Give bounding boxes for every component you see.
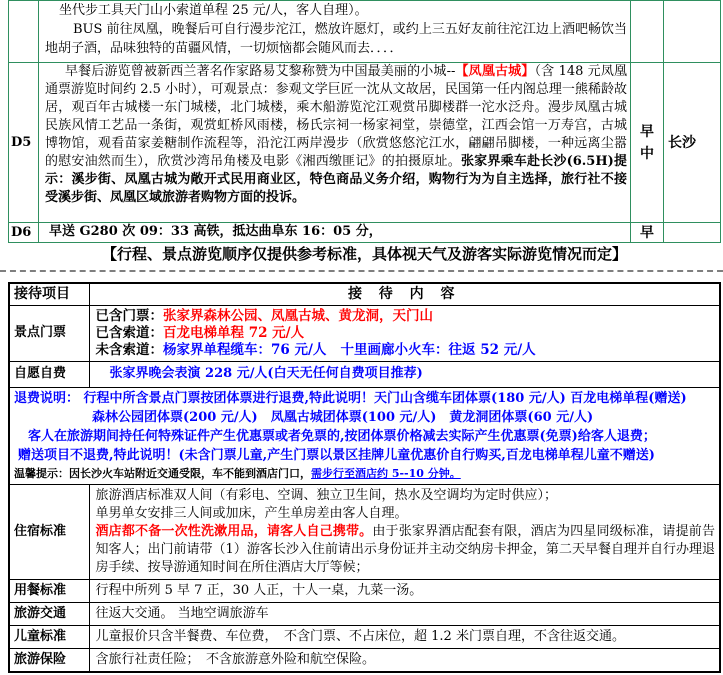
optional-value: 张家界晚会表演 228 元/人(白天无任何自费项目推荐) (89, 361, 720, 387)
d5-hotel: 长沙 (664, 63, 721, 223)
children-value: 儿童报价只含半餐费、车位费， 不含门票、不占床位，超 1.2 米门票自理，不含往返交通。 (89, 625, 720, 648)
tickets-cableway: 已含索道：百龙电梯单程 72 元/人 (95, 324, 305, 341)
d5-meal (631, 63, 664, 223)
d6-meal: 早 (631, 223, 664, 243)
children-label: 儿童标准 (9, 625, 89, 648)
day-label: D5 (9, 63, 39, 223)
lodging-line2: 单男单女安排三人间或加床，产生单房差由客人自理。 (95, 505, 408, 521)
tickets-content (89, 305, 720, 361)
refund-line4: 赠送项目不退费,特此说明！(未含门票儿童,产生门票以景区挂牌儿童优惠价自行购买,百龙电梯单程儿童不赠送) (18, 447, 655, 463)
d6-hotel (664, 223, 721, 243)
refund-line2: 森林公园团体票(200 元/人) 凤凰古城团体票(100 元/人) 黄龙洞团体票(60 元/人) (92, 409, 594, 425)
d5-highlight: 【凤凰古城】 (455, 64, 535, 79)
row-children (9, 625, 720, 648)
itinerary-table (8, 0, 721, 243)
itinerary-row-d4-tail (9, 1, 721, 63)
header-item: 接待项目 (9, 283, 89, 305)
meals-label: 用餐标准 (9, 579, 89, 602)
d4-meal (631, 1, 664, 63)
refund-line1: 退费说明： 行程中所含景点门票按团体票进行退费,特此说明！天门山含缆车团体票(180 元/人) 百龙电梯单程(赠送) (14, 390, 687, 406)
refund-tip: 温馨提示：因长沙火车站附近交通受限，车不能到酒店门口，需步行至酒店约 5--10 分钟。 (14, 466, 461, 480)
tickets-label: 景点门票 (9, 305, 89, 361)
lodging-line1: 旅游酒店标准双人间（有彩电、空调、独立卫生间，热水及空调均为定时供应）； (95, 487, 558, 503)
meals-value: 行程中所列 5 早 7 正，30 人正，十人一桌，九菜一汤。 (89, 579, 720, 602)
d4-hotel (664, 1, 721, 63)
refund-line3: 客人在旅游期间持任何特殊证件产生优惠票或者免票的,按团体票价格减去实际产生优惠票(免票)给客人退费； (28, 428, 656, 444)
row-optional (9, 361, 720, 387)
d4-line2: BUS 前往凤凰，晚餐后可自行漫步沱江，燃放许愿灯，或约上三五好友前往沱江边上酒吧畅饮当地胡子酒，品味独特的苗疆风情，一切烦恼都会随风而去．．．． (45, 22, 627, 56)
reception-table (8, 282, 721, 673)
itinerary-row-d5 (9, 63, 721, 223)
itinerary-notice: 【行程、景点游览顺序仅提供参考标准，具体视天气及游客实际游览情况而定】 (101, 245, 627, 263)
optional-label: 自愿自费 (9, 361, 89, 387)
d4-line1: 坐代步工具天门山小索道单程 25 元/人，客人自理）。 (59, 3, 368, 18)
tickets-excluded: 未含索道：杨家界单程缆车：76 元/人 十里画廊小火车：往返 52 元/人 (95, 341, 536, 358)
row-insurance (9, 648, 720, 672)
transport-value: 往返大交通。 当地空调旅游车 (89, 602, 720, 625)
insurance-value: 含旅行社责任险； 不含旅游意外险和航空保险。 (89, 648, 720, 672)
lodging-label: 住宿标准 (9, 484, 89, 579)
d6-description: 早送 G280 次 09：33 高铁，抵达曲阜东 16：05 分， (39, 223, 631, 243)
insurance-label: 旅游保险 (9, 648, 89, 672)
d5-meal-2: 中 (640, 145, 654, 162)
lodging-line3: 酒店都不备一次性洗漱用品，请客人自己携带。由于张家界酒店配套有限，酒店为四星同级标准，请提前告知客人；出门前请带（1）游客长沙入住前请出示身份证并主动交纳房卡押金，第二天早餐自理并自行办理退房手续、按导游通知时间在所住酒店大厅等候； (95, 523, 715, 575)
d5-bold-note: 张家界乘车赴长沙(6.5H)提示：溪步街、凤凰古城为敞开式民用商业区，特色商品义务介绍，购物行为为自主选择，旅行社不接受溪步街、凤凰区域旅游者购物方面的投诉。 (45, 154, 627, 205)
row-lodging (9, 484, 720, 579)
row-refund (9, 387, 720, 484)
d5-meal-1: 早 (640, 123, 654, 140)
transport-label: 旅游交通 (9, 602, 89, 625)
reception-header-row (9, 283, 720, 305)
d5-text-b: （含 148 元凤凰通票游览时间约 2.5 小时），可观景点：参观文学巨匠一沈从文故居，民国第一任内阁总理一熊稀龄故居，观百年古城楼一东门城楼，北门城楼，乘木船游览沱江观赏吊脚楼群一沱水泛舟。漫步凤凰古城民族风情工艺品一条街，观赏虹桥风雨楼，杨氏宗祠一杨家祠堂，崇德堂，江西会馆一万寿宫，古城博物馆，观看苗家姜糖制作流程等，沿沱江两岸漫步（欣赏悠悠沱江水，翩翩吊脚楼，一种远离尘嚣的慰安油然而生），欣赏沙湾吊角楼及电影《湘西缴匪记》的拍摄原址。 (45, 64, 627, 169)
day-cell-empty (9, 1, 39, 63)
header-content: 接 待 内 容 (89, 283, 720, 305)
lodging-content (89, 484, 720, 579)
day-label: D6 (9, 223, 39, 243)
itinerary-row-d6 (9, 223, 721, 243)
d5-text-a: 早餐后游览曾被新西兰著名作家路易艾黎称赞为中国最美丽的小城-- (65, 64, 456, 79)
row-meals (9, 579, 720, 602)
row-tickets (9, 305, 720, 361)
row-transport (9, 602, 720, 625)
d5-description (39, 63, 631, 223)
refund-content (9, 387, 720, 484)
d4-description (39, 1, 631, 63)
section-divider (0, 270, 723, 276)
tickets-included: 已含门票：张家界森林公园、凤凰古城、黄龙洞，天门山 (95, 307, 433, 324)
